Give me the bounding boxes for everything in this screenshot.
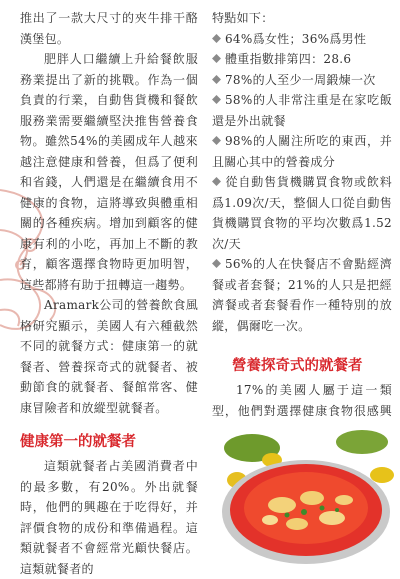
diamond-bullet-icon: [212, 75, 221, 84]
diamond-bullet-icon: [212, 177, 221, 186]
section-heading-nutrition-explorer: 營養探奇式的就餐者: [232, 358, 363, 374]
food-bowl-illustration: [212, 420, 400, 569]
right-paragraph-1: 17%的美國人屬于這一類型，他們對選擇健康食物很感興: [212, 383, 392, 418]
list-item: 56%的人在快餐店不會點經濟餐或者套餐；21%的人只是把經濟餐或者套餐看作一種特別的放縱，偶爾吃一次。: [212, 257, 392, 333]
section-heading-health-first: 健康第一的就餐者: [20, 434, 136, 450]
left-paragraph-3: Aramark公司的營養飲食風格研究顯示，美國人有六種截然不同的就餐方式：健康第一的就餐者、營養探奇式的就餐者、被動節食的就餐者、餐館常客、健康冒險者和放縱型就餐者。: [20, 298, 198, 415]
left-paragraph-1: 推出了一款大尺寸的夾牛排干酪漢堡包。: [20, 11, 198, 46]
diamond-bullet-icon: [212, 136, 221, 145]
list-item: 64%爲女性；36%爲男性: [212, 29, 392, 50]
list-item: 58%的人非常注重是在家吃飯還是外出就餐: [212, 93, 392, 128]
right-intro: 特點如下：: [212, 11, 274, 25]
list-item: 體重指數排第四：28.6: [212, 49, 392, 70]
left-paragraph-2: 肥胖人口繼續上升給餐飲服務業提出了新的挑戰。作為一個負責的行業，自動售貨機和餐飲服務業需要繼續堅決推售營養食物。雖然54%的美國成年人越來越注意健康和營養，但爲了便利和省錢，人們還是在繼續食用不健康的食物，這將導致與體重相關的各種疾病。增加到顧客的健康有利的小吃，再加上不斷的教育，顧客選擇食物時更加明智，這些都將有助于扭轉這一趨勢。: [20, 52, 198, 292]
left-paragraph-4: 這類就餐者占美國消費者中的最多數，有20%。外出就餐時，他們的興趣在于吃得好，并評價食物的成份和準備過程。這類就餐者不會經常光顧快餐店。這類就餐者的: [20, 459, 198, 576]
list-item: 78%的人至少一周鍛煉一次: [212, 70, 392, 91]
list-item: 98%的人關注所吃的東西，并且關心其中的營養成分: [212, 134, 392, 169]
traits-list: [212, 29, 392, 337]
diamond-bullet-icon: [212, 259, 221, 268]
list-item: 從自動售貨機購買食物或飲料爲1.09次/天，整個人口從自動售貨機購買食物的平均次數爲1.52次/天: [212, 175, 392, 251]
left-column: [20, 8, 198, 579]
food-photo: [212, 420, 400, 569]
diamond-bullet-icon: [212, 95, 221, 104]
diamond-bullet-icon: [212, 54, 221, 63]
diamond-bullet-icon: [212, 34, 221, 43]
right-column: [212, 8, 392, 442]
